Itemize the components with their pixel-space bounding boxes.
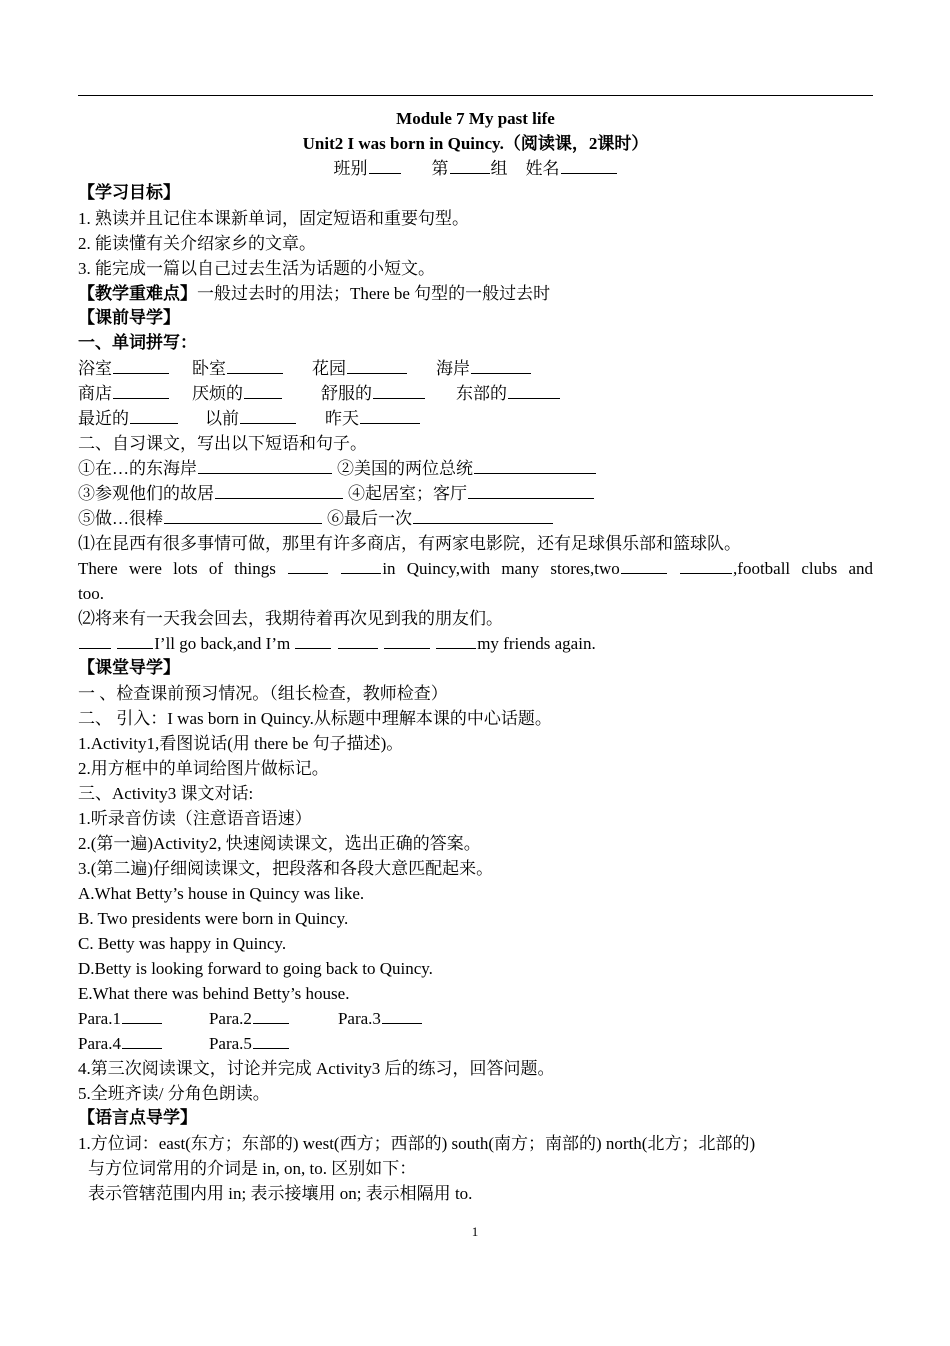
language-text: 北方；北部的 [647,1134,750,1154]
phrase-blank[interactable] [413,506,553,524]
phrase-blank[interactable] [474,456,596,474]
language-text: 表示接壤用 [250,1184,336,1204]
language-text: 表示管辖范围内用 [88,1184,224,1204]
sentence-2-chinese: ⑵将来有一天我会回去，我期待着再次见到我的朋友们。 [78,609,503,628]
option-line: E.What there was behind Betty’s house. [78,984,350,1003]
phrase-item: ②美国的两位总统 [337,459,473,478]
phrase-item: ⑤做…很棒 [78,509,163,528]
para-blank[interactable] [122,1006,162,1024]
sentence-text: There were lots of things [78,559,276,578]
key-points-line [78,281,873,306]
phrases-heading: 二、自习课文，写出以下短语和句子。 [78,434,367,453]
option-line: D.Betty is looking forward to going back to Quincy. [78,959,433,978]
group-label-suffix: 组 [490,159,508,178]
para-blank[interactable] [382,1006,422,1024]
language-heading: 【语言点导学】 [78,1108,197,1128]
classroom-heading: 【课堂导学】 [78,658,180,678]
option-line: C. Betty was happy in Quincy. [78,934,287,953]
name-blank[interactable] [561,156,617,174]
sentence-blank[interactable] [436,631,476,649]
class-label: 班别 [333,159,368,178]
sentence-blank[interactable] [288,556,328,574]
classroom-line: 5.全班齐读/ 分角色朗读。 [78,1084,270,1103]
word-comfortable: 舒服的 [321,384,372,403]
para-match-row [78,1031,873,1056]
sentence-blank[interactable] [621,556,667,574]
language-point-1 [78,1131,873,1156]
phrase-item: ⑥最后一次 [327,509,412,528]
phrase-item: ③参观他们的故居 [78,484,214,503]
word-blank[interactable] [471,356,531,374]
language-point-3 [78,1181,873,1206]
language-text: 表示相隔用 [365,1184,451,1204]
para-blank[interactable] [253,1006,289,1024]
word-blank[interactable] [130,406,178,424]
sentence-blank[interactable] [338,631,378,649]
phrase-item: ④起居室；客厅 [348,484,467,503]
sentence-blank[interactable] [341,556,381,574]
language-point-2 [78,1156,873,1181]
language-text: on; [335,1184,366,1203]
word-coast: 海岸 [436,359,470,378]
language-text: 西方；西部的 [339,1134,442,1154]
phrase-row [78,506,873,531]
spelling-heading: 一、单词拼写： [78,333,197,353]
para-blank[interactable] [253,1031,289,1049]
word-blank[interactable] [240,406,296,424]
word-blank[interactable] [508,381,560,399]
word-blank[interactable] [244,381,282,399]
word-bedroom: 卧室 [192,359,226,378]
classroom-line: 2.用方框中的单词给图片做标记。 [78,759,329,778]
word-blank[interactable] [347,356,407,374]
classroom-line: 3.(第二遍)仔细阅读课文，把段落和各段大意匹配起来。 [78,859,494,878]
language-text: 南方；南部的 [494,1134,596,1154]
classroom-line: 1.听录音仿读（注意语音语速） [78,809,312,828]
phrase-row [78,481,873,506]
language-text: 方位词： [90,1134,159,1154]
language-number: 1. [78,1134,91,1153]
option-line: A.What Betty’s house in Quincy was like. [78,884,365,903]
objectives-heading: 【学习目标】 [78,183,180,203]
key-points-heading: 【教学重难点】 [78,284,197,304]
objective-item: 3. 能完成一篇以自己过去生活为话题的小短文。 [78,259,435,278]
para-label: Para.3 [337,1009,381,1028]
word-nearest: 最近的 [78,409,129,428]
language-text: ) west( [292,1134,340,1153]
word-eastern: 东部的 [456,384,507,403]
classroom-line: 1.Activity1,看图说话(用 there be 句子描述)。 [78,734,404,753]
group-label-prefix: 第 [431,159,449,178]
sentence-text: my friends again. [477,634,596,653]
para-match-row [78,1006,873,1031]
sentence-blank[interactable] [680,556,732,574]
word-yesterday: 昨天 [325,409,359,428]
phrase-blank[interactable] [215,481,343,499]
word-blank[interactable] [373,381,425,399]
header-rule [78,95,873,96]
classroom-line: 三、Activity3 课文对话: [78,784,254,803]
language-text: ) [749,1134,756,1153]
word-blank[interactable] [360,406,420,424]
language-text: to. [450,1184,473,1203]
sentence-text: I’ll go back,and I’m [154,634,291,653]
phrase-blank[interactable] [164,506,322,524]
word-blank[interactable] [113,356,169,374]
phrase-blank[interactable] [198,456,332,474]
para-label: Para.1 [78,1009,121,1028]
sentence-blank[interactable] [117,631,153,649]
classroom-line: 4.第三次阅读课文，讨论并完成 Activity3 后的练习，回答问题。 [78,1059,555,1078]
preview-heading: 【课前导学】 [78,308,180,328]
para-label: Para.2 [208,1009,252,1028]
word-before: 以前 [205,409,239,428]
language-text: 东方；东部的 [190,1134,293,1154]
spelling-row [78,381,873,406]
sentence-1-end: too. [78,584,104,603]
para-label: Para.4 [78,1034,121,1053]
language-text: ) north( [596,1134,648,1153]
objective-item: 1. 熟读并且记住本课新单词，固定短语和重要句型。 [78,209,469,228]
language-text: in, on, to. [258,1159,332,1178]
sentence-1-english [78,556,873,581]
word-bathroom: 浴室 [78,359,112,378]
sentence-blank[interactable] [295,631,331,649]
word-bored: 厌烦的 [192,384,243,404]
sentence-blank[interactable] [79,631,111,649]
worksheet-page [78,106,873,1206]
para-label: Para.5 [208,1034,252,1053]
phrase-row [78,456,873,481]
sentence-blank[interactable] [384,631,430,649]
language-text: in; [224,1184,251,1203]
language-text: ) south( [441,1134,494,1153]
phrase-item: ①在…的东海岸 [78,459,197,478]
page-subtitle: Unit2 I was born in Quincy.（阅读课，2课时） [302,134,649,153]
objective-item: 2. 能读懂有关介绍家乡的文章。 [78,234,316,253]
student-info-line [78,156,873,181]
word-blank[interactable] [227,356,283,374]
group-blank[interactable] [450,156,490,174]
class-blank[interactable] [369,156,401,174]
word-store: 商店 [78,384,112,403]
word-garden: 花园 [312,359,346,378]
page-title: Module 7 My past life [396,109,555,128]
classroom-line: 二、 引入：I was born in Quincy.从标题中理解本课的中心话题。 [78,709,552,728]
language-text: 区别如下： [331,1159,417,1179]
spelling-row [78,406,873,431]
phrase-blank[interactable] [468,481,594,499]
spelling-row [78,356,873,381]
sentence-text: ,football clubs and [733,559,874,578]
language-text: 与方位词常用的介词是 [88,1159,258,1179]
key-points-text: 一般过去时的用法；There be 句型的一般过去时 [197,284,551,303]
name-label: 姓名 [525,159,560,178]
language-text: east( [158,1134,191,1153]
page-number: 1 [471,1224,479,1239]
sentence-text: in Quincy,with many stores,two [382,559,620,578]
word-blank[interactable] [113,381,169,399]
classroom-line: 2.(第一遍)Activity2, 快速阅读课文，选出正确的答案。 [78,834,481,853]
option-line: B. Two presidents were born in Quincy. [78,909,349,928]
classroom-line: 一 、检查课前预习情况。（组长检查，教师检查） [78,684,448,703]
sentence-2-english [78,631,873,656]
para-blank[interactable] [122,1031,162,1049]
sentence-1-chinese: ⑴在昆西有很多事情可做，那里有许多商店，有两家电影院，还有足球俱乐部和篮球队。 [78,534,741,553]
